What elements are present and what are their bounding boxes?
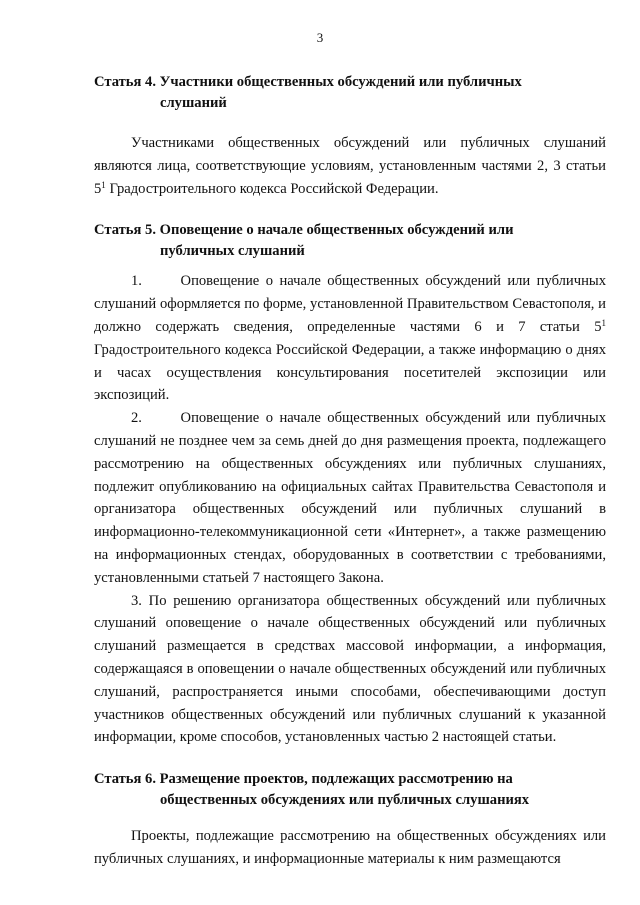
article-5-superscript: 1 [601,317,606,328]
document-body [94,72,606,871]
page-number: 3 [316,30,324,45]
article-6-paragraph: Проекты, подлежащие рассмотрению на общественных обсуждениях или публичных слушаниях, и информационные материалы к ним размещаются [94,828,606,867]
article-5-paragraph-2: 2. Оповещение о начале общественных обсуждений или публичных слушаний не позднее чем за семь дней до дня размещения проекта, подлежащего рассмотрению на общественных обсуждениях или публичных слушаниях, подлежит опубликованию на официальных сайтах Правительства Севастополя и организатора общественных обсуждений или публичных слушаний в информационно-телекоммуникационной сети «Интернет», а также размещению на информационных стендах, оборудованных в соответствии с требованиями, установленными статьей 7 настоящего Закона. [94,410,606,586]
article-6-heading [94,769,606,811]
article-5-p1-text-a: 1. Оповещение о начале общественных обсуждений или публичных слушаний оформляется по форме, установленной Правительством Севастополя, и должно содержать сведения, определенные частями 6 и 7 статьи 5 [94,273,606,335]
article-5-heading-line2: публичных слушаний [160,243,305,260]
article-4-heading-line1: Статья 4. Участники общественных обсуждений или публичных [94,74,522,90]
article-4-heading [94,72,606,114]
article-5-p1-text-b: Градостроительного кодекса Российской Федерации, а также информацию о днях и часах осуществления консультирования посетителей экспозиции или экспозиций. [94,341,606,404]
article-5-heading-line1: Статья 5. Оповещение о начале общественных обсуждений или [94,222,514,239]
article-5-paragraph-3: 3. По решению организатора общественных обсуждений или публичных слушаний оповещение о начале общественных обсуждений или публичных слушаний размещается в средствах массовой информации, а информация, содержащаяся в оповещении о начале общественных обсуждений или публичных слушаний, распространяется иными способами, обеспечивающими доступ участников общественных обсуждений или публичных слушаний к указанной информации, кроме способов, установленных частью 2 настоящей статьи. [94,592,606,746]
article-6-heading-line1: Статья 6. Размещение проектов, подлежащих рассмотрению на [94,771,513,788]
article-4-text-a: Участниками общественных обсуждений или публичных слушаний являются лица, соответствующие условиям, установленным частями 2, 3 статьи 5 [94,135,606,197]
article-4-heading-line2: слушаний [160,95,227,111]
article-5-paragraph-1 [94,270,606,407]
article-5-heading [94,220,606,262]
article-4-text-b: Градостроительного кодекса Российской Федерации. [105,180,439,197]
article-6-heading-line2: общественных обсуждениях или публичных слушаниях [160,792,530,809]
article-4-paragraph [94,132,606,200]
article-4-superscript: 1 [101,179,106,190]
